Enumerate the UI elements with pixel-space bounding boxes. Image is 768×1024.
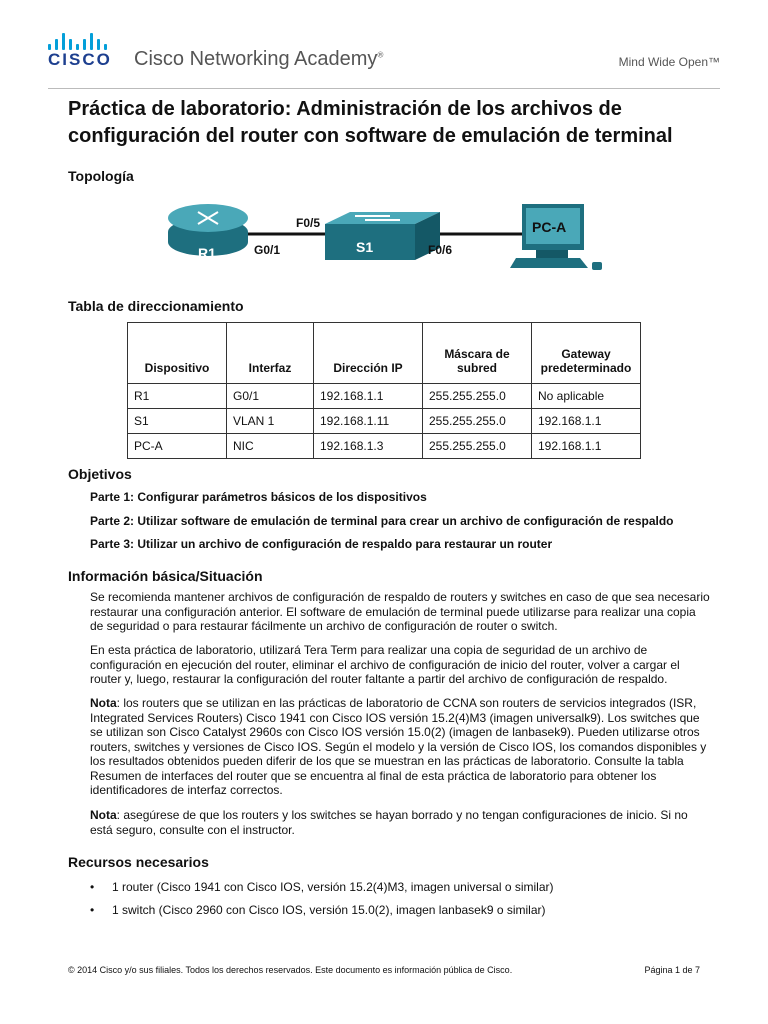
cell: No aplicable [532,384,641,409]
cisco-logo [48,30,118,70]
page-number: Página 1 de 7 [644,965,700,975]
topology-diagram [160,196,620,282]
switch-icon [325,212,440,260]
cell: 255.255.255.0 [423,384,532,409]
cell: 255.255.255.0 [423,434,532,459]
page-footer [68,965,700,975]
cisco-bars-icon [48,30,112,50]
academy-name: Cisco Networking Academy® [134,48,384,70]
heading-resources: Recursos necesarios [68,854,209,870]
switch-label: S1 [356,239,374,255]
cell: S1 [128,409,227,434]
pc-label: PC-A [532,219,567,235]
page-title: Práctica de laboratorio: Administración de los archivos de configuración del router con software de emulación de terminal [68,98,673,147]
header-divider [48,88,720,89]
cell: R1 [128,384,227,409]
heading-objectives: Objetivos [68,466,132,482]
cisco-wordmark: CISCO [48,50,112,69]
col-gateway: Gateway predeterminado [532,323,641,384]
table-row [128,409,641,434]
router-label: R1 [198,245,216,261]
table-header-row [128,323,641,384]
col-device: Dispositivo [128,323,227,384]
heading-addressing: Tabla de direccionamiento [68,298,244,314]
paragraph-note: Nota: asegúrese de que los routers y los switches se hayan borrado y no tengan configuraciones de inicio. Si no está seguro, consulte con el instructor. [90,808,688,837]
col-ip: Dirección IP [314,323,423,384]
cell: 192.168.1.11 [314,409,423,434]
cell: 192.168.1.1 [532,434,641,459]
pc-icon [510,204,602,270]
heading-background: Información básica/Situación [68,568,263,584]
cell: 255.255.255.0 [423,409,532,434]
tagline: Mind Wide Open™ [618,55,720,69]
footer-copyright: © 2014 Cisco y/o sus filiales. Todos los derechos reservados. Este documento es información pública de Cisco. [68,965,513,975]
cell: NIC [227,434,314,459]
objective-item: Parte 1: Configurar parámetros básicos de los dispositivos [90,490,427,504]
router-if-label: G0/1 [254,243,281,257]
objective-item: Parte 3: Utilizar un archivo de configuración de respaldo para restaurar un router [90,537,553,551]
col-mask: Máscara de subred [423,323,532,384]
cell: G0/1 [227,384,314,409]
paragraph: En esta práctica de laboratorio, utilizará Tera Term para realizar una copia de seguridad de un archivo de configuración en ejecución del router, eliminar el archivo de configuración de inicio del router, volver a cargar el router y, luego, restaurar la configuración del router faltante a partir del archivo de configuración de respaldo. [90,643,680,686]
switch-if-r-label: F0/5 [296,216,321,230]
paragraph: Se recomienda mantener archivos de configuración de respaldo de routers y switches en caso de que sea necesario restaurar una configuración anterior. El software de emulación de terminal puede utilizarse para realizar una copia de seguridad o para restaurar fácilmente un archivo de configuración de router o switch. [90,590,710,633]
cell: 192.168.1.3 [314,434,423,459]
cell: VLAN 1 [227,409,314,434]
heading-topology: Topología [68,168,134,184]
cell: 192.168.1.1 [314,384,423,409]
cell: PC-A [128,434,227,459]
page-header [0,0,768,90]
col-interface: Interfaz [227,323,314,384]
addressing-table [127,322,641,459]
switch-if-pc-label: F0/6 [428,243,453,257]
cell: 192.168.1.1 [532,409,641,434]
objective-item: Parte 2: Utilizar software de emulación de terminal para crear un archivo de configuración de respaldo [90,514,674,528]
table-row [128,384,641,409]
paragraph-note: Nota: los routers que se utilizan en las prácticas de laboratorio de CCNA son routers de servicios integrados (ISR, Integrated Services Routers) Cisco 1941 con Cisco IOS versión 15.2(4)M3 (imagen universalk9). Los switches que se utilizan son Cisco Catalyst 2960s con Cisco IOS versión 15.0(2) (imagen de lanbasek9). Pueden utilizarse otros routers, switches y versiones de Cisco IOS. Según el modelo y la versión de Cisco IOS, los comandos disponibles y los resultados obtenidos pueden diferir de los que se muestran en las prácticas de laboratorio. Consulte la tabla Resumen de interfaces del router que se encuentra al final de esta práctica de laboratorio para obtener los identificadores de interfaz correctos. [90,696,707,797]
table-row [128,434,641,459]
